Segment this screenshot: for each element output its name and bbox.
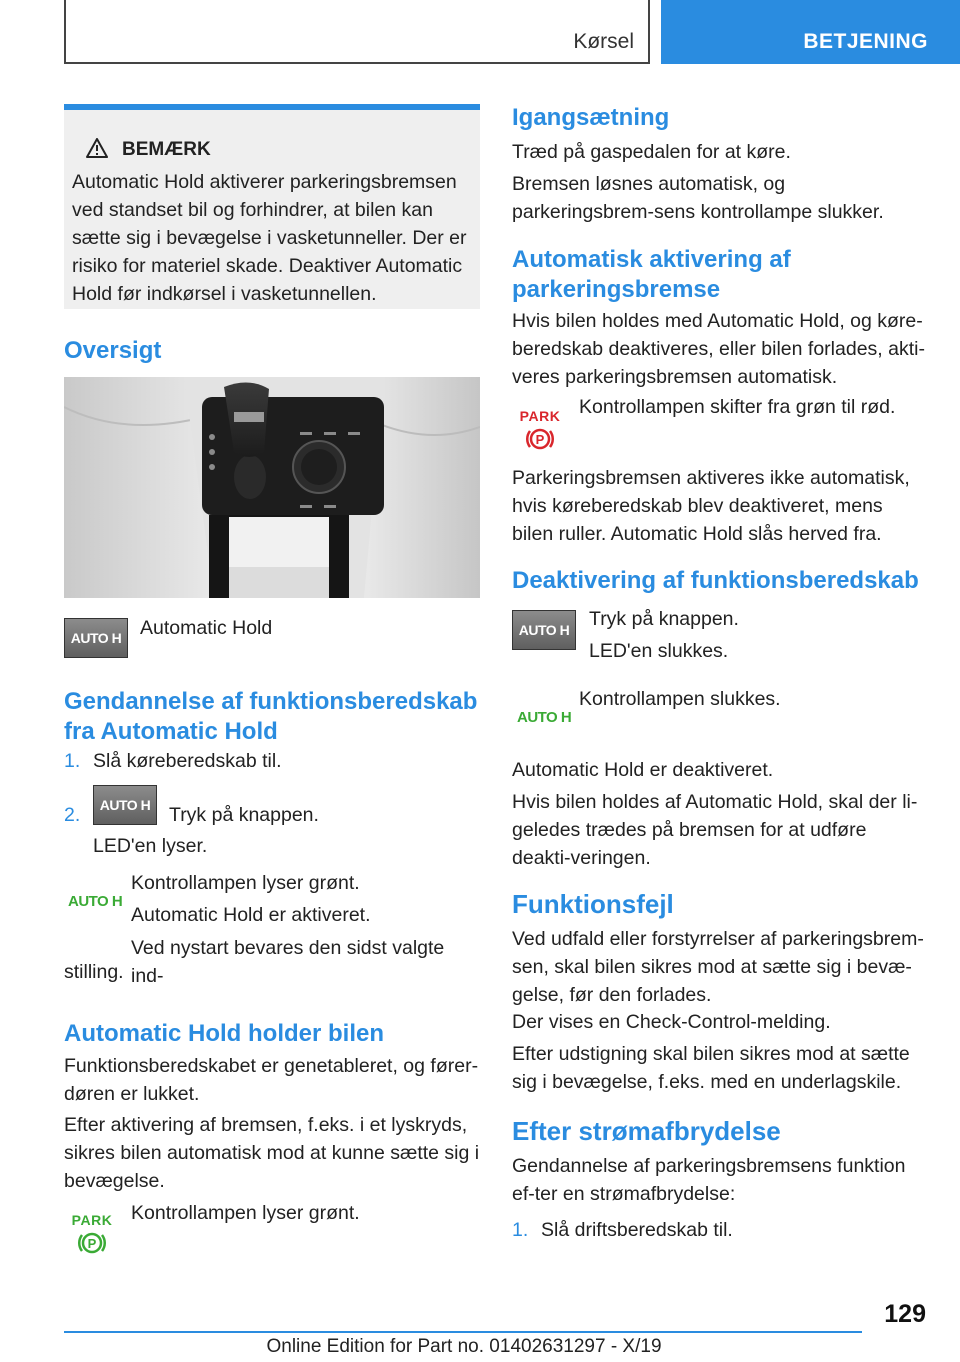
deactivate-press-text: Tryk på knappen. <box>589 608 739 630</box>
auto-park-paragraph-1: Hvis bilen holdes med Automatic Hold, og køre-beredskab deaktiveres, eller bilen forlades, akti-veres parkeringsbremsen automatisk. <box>512 310 925 388</box>
note-title: BEMÆRK <box>122 139 211 160</box>
restore-restart-text-cont: stilling. <box>64 961 124 983</box>
holds-heading: Automatic Hold holder bilen <box>64 1020 385 1047</box>
page-number: 129 <box>884 1300 926 1328</box>
deactivate-paragraph-1: Automatic Hold er deaktiveret. <box>512 759 774 781</box>
park-brake-symbol: P <box>87 1236 97 1251</box>
holds-paragraph-1: Funktionsberedskabet er genetableret, og fører-døren er lukket. <box>64 1055 479 1105</box>
park-lamp-label: PARK <box>71 1212 113 1228</box>
footer-edition: Online Edition for Part no. 01402631297 - X/19 <box>266 1336 662 1357</box>
deactivate-lamp-text: Kontrollampen slukkes. <box>579 688 781 710</box>
auto-park-lamp-text: Kontrollampen skifter fra grøn til rød. <box>579 396 896 418</box>
fault-paragraph-1: Ved udfald eller forstyrrelser af parkeringsbrem-sen, skal bilen sikres mod at sætte sig i bevæ-gelse, før den forlades. <box>512 928 924 1006</box>
deactivate-led-text: LED'en slukkes. <box>589 640 729 662</box>
start-heading: Igangsætning <box>512 104 670 131</box>
section-tab <box>661 0 960 64</box>
restore-lamp-line-1: Kontrollampen lyser grønt. <box>131 872 360 894</box>
auto-park-heading: Automatisk aktivering af parkeringsbremse <box>512 246 791 303</box>
overview-heading: Oversigt <box>64 337 162 364</box>
section-title: BETJENING <box>803 30 928 53</box>
auto-hold-lamp-icon: AUTO H <box>517 709 572 726</box>
park-red-lamp-icon <box>518 409 562 454</box>
power-step-number: 1. <box>512 1219 529 1241</box>
fault-heading: Funktionsfejl <box>512 889 674 919</box>
restore-restart-text: Ved nystart bevares den sidst valgte ind- <box>131 937 445 987</box>
auto-hold-button-icon: AUTO H <box>93 785 157 825</box>
chapter-title: Kørsel <box>573 30 634 53</box>
restore-step-2-text: Tryk på knappen. <box>169 804 319 826</box>
power-heading: Efter strømafbrydelse <box>512 1116 781 1146</box>
fault-paragraph-2: Der vises en Check-Control-melding. <box>512 1011 831 1033</box>
restore-step-2-number: 2. <box>64 804 81 826</box>
auto-hold-green-lamp-icon: AUTO H <box>68 893 123 910</box>
restore-step-1-text: Slå køreberedskab til. <box>93 750 282 772</box>
restore-step-1-number: 1. <box>64 750 81 772</box>
auto-hold-caption: Automatic Hold <box>140 617 273 639</box>
page-header <box>0 0 960 66</box>
holds-paragraph-2: Efter aktivering af bremsen, f.eks. i et lyskryds, sikres bilen automatisk mod at kunne sætte sig i bevægelse. <box>64 1114 480 1192</box>
restore-heading: Gendannelse af funktionsberedskab fra Automatic Hold <box>64 688 478 745</box>
holds-lamp-text: Kontrollampen lyser grønt. <box>131 1202 360 1224</box>
park-green-lamp-icon <box>70 1213 114 1258</box>
deactivate-heading: Deaktivering af funktionsberedskab <box>512 567 919 594</box>
park-brake-circle-icon <box>525 424 555 454</box>
park-brake-symbol: P <box>535 432 545 447</box>
power-paragraph-1: Gendannelse af parkeringsbremsens funktion ef-ter en strømafbrydelse: <box>512 1155 906 1205</box>
park-brake-circle-icon <box>77 1228 107 1258</box>
chapter-tab <box>64 0 650 64</box>
auto-park-paragraph-2: Parkeringsbremsen aktiveres ikke automatisk, hvis køreberedskab blev deaktiveret, mens bilen ruller. Automatic Hold slås herved fra. <box>512 467 910 545</box>
auto-hold-button-icon: AUTO H <box>64 618 128 658</box>
deactivate-paragraph-2: Hvis bilen holdes af Automatic Hold, skal der li-geledes trædes på bremsen for at udføre deakti-veringen. <box>512 791 918 869</box>
park-lamp-label: PARK <box>519 408 561 424</box>
power-step-text: Slå driftsberedskab til. <box>541 1219 733 1241</box>
gear-selector-photo <box>64 377 480 598</box>
warning-note <box>64 104 480 309</box>
start-paragraph-2: Bremsen løsnes automatisk, og parkeringsbrem-sens kontrollampe slukker. <box>512 173 884 223</box>
auto-hold-button-icon: AUTO H <box>512 610 576 650</box>
note-text: Automatic Hold aktiverer parkeringsbremsen ved standset bil og forhindrer, at bilen kan sætte sig i bevægelse i vasketunneller. Der er risiko for materiel skade. Deaktiver Automatic Hold før indkørsel i vasketunnellen. <box>72 171 467 305</box>
center-console-image <box>64 377 480 598</box>
warning-triangle-icon <box>86 138 108 158</box>
start-paragraph-1: Træd på gaspedalen for at køre. <box>512 141 791 163</box>
fault-paragraph-3: Efter udstigning skal bilen sikres mod at sætte sig i bevægelse, f.eks. med en underlagskile. <box>512 1043 910 1093</box>
restore-lamp-line-2: Automatic Hold er aktiveret. <box>131 904 371 926</box>
footer-divider <box>64 1331 862 1333</box>
restore-led-text: LED'en lyser. <box>93 835 208 857</box>
note-heading <box>86 138 211 161</box>
